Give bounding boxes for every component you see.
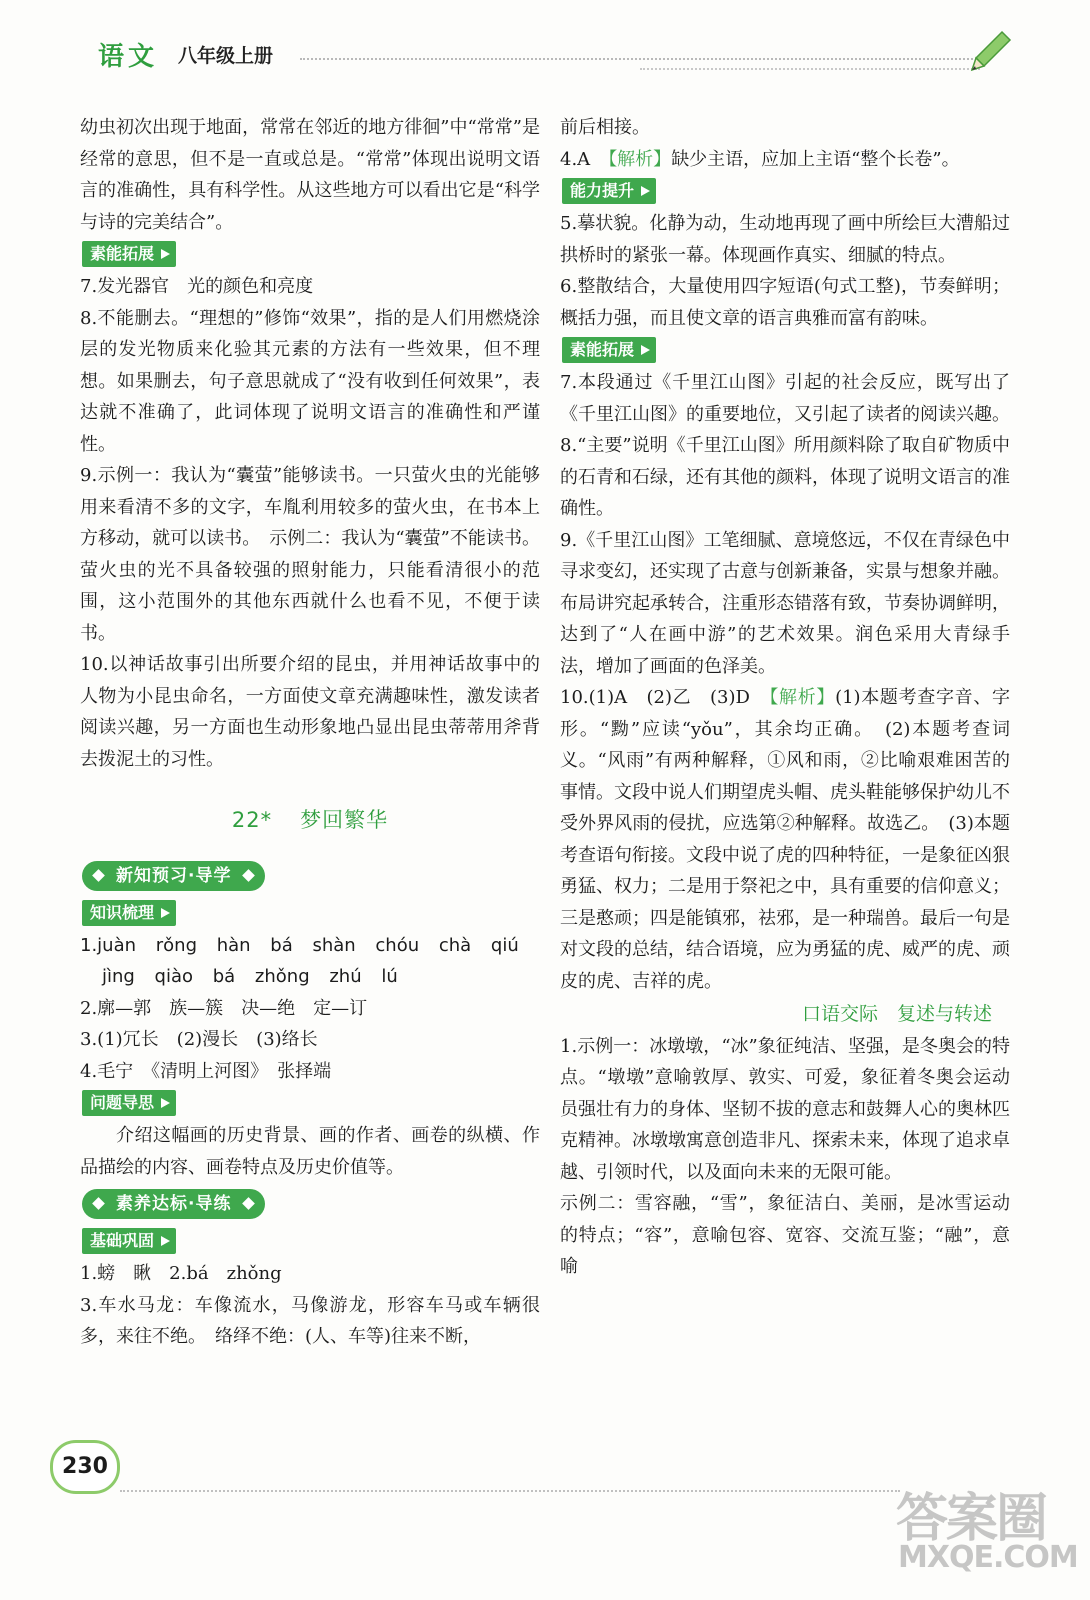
- answer-r10: [560, 682, 1010, 997]
- banner-suyang-label: 素养达标·导练: [116, 1194, 232, 1214]
- header-divider-lower: [640, 68, 980, 70]
- page-header: [0, 0, 1090, 80]
- basic-answer-1: 1.螃 瞅 2.bá zhǒng: [80, 1263, 282, 1284]
- diamond-icon: [92, 1197, 105, 1210]
- pinyin-line-2: jìng qiào bá zhǒng zhú lú: [102, 966, 398, 987]
- section-tag-jichu: 基础巩固: [82, 1228, 176, 1254]
- answer-r8: 8.“主要”说明《千里江山图》所用颜料除了取自矿物质中的石青和石绿，还有其他的颜料，体现了说明文语言的准确性。: [560, 435, 1010, 519]
- subject-title: 语文: [98, 42, 159, 72]
- watermark-url: MXQE.COM: [898, 1540, 1078, 1575]
- watermark-text: 答案圈: [896, 1489, 1047, 1549]
- answer-7: 7.发光器官 光的颜色和亮度: [80, 276, 314, 297]
- answer-r5: 5.摹状貌。化静为动，生动地再现了画中所绘巨大漕船过拱桥时的紧张一幕。体现画作真实、细腻的特点。: [560, 213, 1010, 266]
- section-tag-nengli: 能力提升: [562, 178, 656, 204]
- continued-text: 前后相接。: [560, 117, 650, 138]
- oral-answer-2: 示例二：雪容融，“雪”，象征洁白、美丽，是冰雪运动的特点；“容”，意喻包容、宽容、交流互鉴；“融”，意喻: [560, 1193, 1010, 1277]
- intro-paragraph: 幼虫初次出现于地面，常常在邻近的地方徘徊”中“常常”是经常的意思，但不是一直或总是。“常常”体现出说明文语言的准确性，具有科学性。从这些地方可以看出它是“科学与诗的完美结合”。: [80, 117, 540, 233]
- page-number-badge: [44, 1436, 120, 1492]
- lesson-number: 22*: [231, 808, 273, 832]
- diamond-icon: [243, 1197, 256, 1210]
- section-tag-suneng-right: 素能拓展: [562, 337, 656, 363]
- grade-label: 八年级上册: [178, 45, 274, 67]
- analysis-label: 【解析】: [769, 687, 836, 708]
- lesson-heading: [80, 805, 540, 837]
- section-tag-wenti: 问题导思: [82, 1090, 176, 1116]
- answer-r10-choices: 10.(1)A (2)乙 (3)D: [560, 687, 770, 708]
- answer-r6: 6.整散结合，大量使用四字短语(句式工整)，节奏鲜明；概括力强，而且使文章的语言典雅而富有韵味。: [560, 276, 1010, 329]
- pinyin-line-1: 1.juàn rǒng hàn bá shàn chóu chà qiú: [80, 934, 519, 956]
- answer-r9: 9.《千里江山图》工笔细腻、意境悠远，不仅在青绿色中寻求变幻，还实现了古意与创新兼备，实景与想象并融。布局讲究起承转合，注重形态错落有致，节奏协调鲜明，达到了“人在画中游”的艺术效果。润色采用大青绿手法，增加了画面的色泽美。: [560, 529, 1010, 677]
- answer-r7: 7.本段通过《千里江山图》引起的社会反应，既写出了《千里江山图》的重要地位，又引起了读者的阅读兴趣。: [560, 372, 1010, 425]
- banner-xinzhi-label: 新知预习·导学: [116, 865, 232, 886]
- section-tag-suneng: 素能拓展: [82, 241, 176, 267]
- answer-r10-text: (1)本题考查字音、字形。“黝”应读“yǒu”，其余均正确。 (2)本题考查词义。“风雨”有两种解释，①风和雨，②比喻艰难困苦的事情。文段中说人们期望虎头帽、虎头鞋能够保护幼儿不受外界风雨的侵扰，应选第②种解释。故选乙。 (3)本题考查语句衔接。文段中说了虎的四种特征，一是象征凶狠勇猛、权力；二是用于祭祀之中，具有重要的信仰意义；三是憨顽；四是能镇邪，祛邪，是一种瑞兽。最后一句是对文段的总结，结合语境，应为勇猛的虎、威严的虎、顽皮的虎、吉祥的虎。: [560, 687, 1011, 992]
- left-column: [80, 112, 540, 1353]
- page-number: 230: [50, 1440, 120, 1494]
- answer-9: 9.示例一：我认为“囊萤”能够读书。一只萤火虫的光能够用来看清不多的文字，车胤利用较多的萤火虫，在书本上方移动，就可以读书。 示例二：我认为“囊萤”不能读书。萤火虫的光不具备较强的照射能力，只能看清很小的范围，这小范围外的其他东西就什么也看不见，不便于读书。: [80, 465, 540, 644]
- answer-4: 4.毛宁 《清明上河图》 张择端: [80, 1060, 332, 1082]
- basic-answer-3: 3.车水马龙：车像流水，马像游龙，形容车马或车辆很多，来往不绝。 络绎不绝：(人、车等)往来不断，: [80, 1294, 540, 1347]
- banner-xinzhi: [82, 861, 265, 891]
- answer-r4-text: 缺少主语，应加上主语“整个长卷”。: [671, 148, 960, 170]
- footer-divider: [120, 1490, 900, 1492]
- section-tag-zhishi: 知识梳理: [82, 900, 176, 926]
- answer-8: 8.不能删去。“理想的”修饰“效果”，指的是人们用燃烧涂层的发光物质来化验其元素的方法有一些效果，但不理想。如果删去，句子意思就成了“没有收到任何效果”，表达就不准确了，此词体现了说明文语言的准确性和严谨性。: [80, 307, 540, 455]
- oral-communication-title: 口语交际 复述与转述: [801, 1003, 992, 1025]
- watermark-logo: [896, 1476, 1078, 1586]
- diamond-icon: [92, 869, 105, 882]
- answer-r4: [560, 144, 1010, 176]
- right-column: [560, 112, 1010, 1283]
- wenti-paragraph: 介绍这幅画的历史背景、画的作者、画卷的纵横、作品描绘的内容、画卷特点及历史价值等。: [80, 1125, 540, 1178]
- lesson-title: 梦回繁华: [300, 808, 389, 832]
- pencil-icon: [968, 30, 1012, 74]
- oral-answer-1: 1.示例一：冰墩墩，“冰”象征纯洁、坚强，是冬奥会的特点。“墩墩”意喻敦厚、敦实、可爱，象征着冬奥会运动员强壮有力的身体、坚韧不拔的意志和鼓舞人心的奥林匹克精神。冰墩墩寓意创造非凡、探索未来，体现了追求卓越、引领时代，以及面向未来的无限可能。: [560, 1035, 1010, 1183]
- header-divider: [300, 58, 980, 60]
- analysis-label: 【解析】: [608, 148, 672, 170]
- answer-10: 10.以神话故事引出所要介绍的昆虫，并用神话故事中的人物为小昆虫命名，一方面使文章充满趣味性，激发读者阅读兴趣，另一方面也生动形象地凸显出昆虫蒂蒂用斧背去拨泥土的习性。: [80, 654, 540, 770]
- answer-3: 3.(1)冗长 (2)漫长 (3)络长: [80, 1029, 318, 1050]
- answer-2: 2.廓—郭 族—簇 决—绝 定—订: [80, 997, 368, 1019]
- answer-r4-choice: 4.A: [560, 148, 609, 170]
- banner-suyang: [82, 1189, 265, 1219]
- diamond-icon: [243, 869, 256, 882]
